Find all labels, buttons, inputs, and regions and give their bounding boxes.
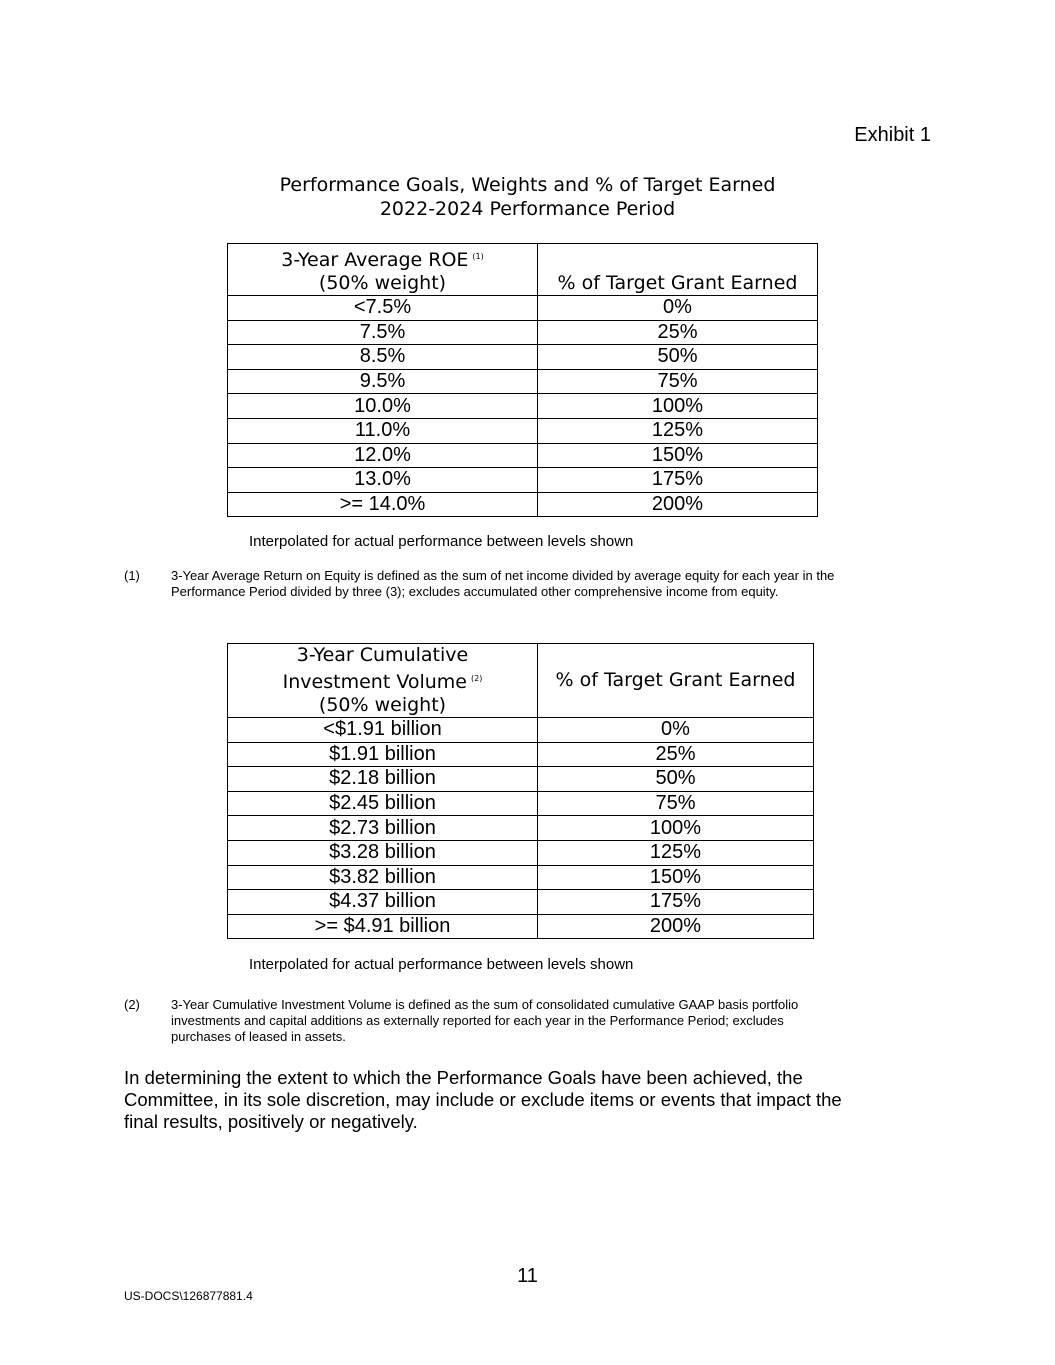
roe-level-cell: 13.0% xyxy=(228,468,538,493)
footnote-2-text xyxy=(171,997,891,1045)
earned-cell: 175% xyxy=(538,468,818,493)
roe-goal-table xyxy=(227,243,818,517)
footnote-1-number: (1) xyxy=(124,568,140,583)
earned-cell: 0% xyxy=(538,296,818,321)
civ-earned-header: % of Target Grant Earned xyxy=(538,644,814,718)
civ-level-cell: $3.82 billion xyxy=(228,865,538,890)
earned-cell: 200% xyxy=(538,914,814,939)
roe-level-cell: <7.5% xyxy=(228,296,538,321)
earned-cell: 25% xyxy=(538,742,814,767)
page-title: Performance Goals, Weights and % of Target Earned xyxy=(279,174,776,196)
table-row xyxy=(228,742,814,767)
paragraph-line: In determining the extent to which the Performance Goals have been achieved, the xyxy=(124,1067,803,1088)
table-row xyxy=(228,394,818,419)
page-number: 11 xyxy=(517,1265,538,1287)
roe-level-cell: 10.0% xyxy=(228,394,538,419)
exhibit-label: Exhibit 1 xyxy=(854,124,931,146)
earned-cell: 50% xyxy=(538,767,814,792)
footnote-2-line: purchases of leased in assets. xyxy=(171,1029,346,1044)
earned-cell: 50% xyxy=(538,345,818,370)
table-row xyxy=(228,296,818,321)
earned-cell: 75% xyxy=(538,791,814,816)
footnote-2-number: (2) xyxy=(124,997,140,1012)
earned-cell: 25% xyxy=(538,320,818,345)
earned-cell: 200% xyxy=(538,492,818,517)
civ-level-cell: $4.37 billion xyxy=(228,890,538,915)
roe-level-cell: 12.0% xyxy=(228,443,538,468)
roe-header-title: 3-Year Average ROE xyxy=(281,249,469,271)
roe-level-cell: 9.5% xyxy=(228,369,538,394)
civ-level-cell: $2.45 billion xyxy=(228,791,538,816)
earned-cell: 150% xyxy=(538,443,818,468)
table-row xyxy=(228,492,818,517)
civ-header-cell xyxy=(228,644,538,718)
roe-level-cell: >= 14.0% xyxy=(228,492,538,517)
footnote-1-text xyxy=(171,568,891,600)
closing-paragraph xyxy=(124,1067,884,1133)
table-row xyxy=(228,418,818,443)
roe-header-weight: (50% weight) xyxy=(318,272,447,294)
table-row xyxy=(228,816,814,841)
footnote-ref-2: (2) xyxy=(470,674,483,683)
civ-level-cell: $2.18 billion xyxy=(228,767,538,792)
table-header-row xyxy=(228,644,814,718)
civ-level-cell: $3.28 billion xyxy=(228,840,538,865)
table-row xyxy=(228,369,818,394)
table-header-row xyxy=(228,244,818,296)
footnote-2-line: 3-Year Cumulative Investment Volume is defined as the sum of consolidated cumulative GAAP basis portfolio xyxy=(171,997,799,1012)
roe-header-cell xyxy=(228,244,538,296)
footnote-1-line: Performance Period divided by three (3); excludes accumulated other comprehensive income from equity. xyxy=(171,584,779,599)
table-row xyxy=(228,865,814,890)
civ-level-cell: $1.91 billion xyxy=(228,742,538,767)
civ-interpolation-note: Interpolated for actual performance between levels shown xyxy=(249,956,634,973)
table-row xyxy=(228,840,814,865)
page-subtitle: 2022-2024 Performance Period xyxy=(379,198,676,220)
earned-cell: 0% xyxy=(538,718,814,743)
footnote-1-line: 3-Year Average Return on Equity is defined as the sum of net income divided by average equity for each year in the xyxy=(171,568,835,583)
table-row xyxy=(228,767,814,792)
paragraph-line: final results, positively or negatively. xyxy=(124,1111,418,1132)
civ-header-title: 3-Year Cumulative xyxy=(296,644,469,666)
earned-cell: 100% xyxy=(538,816,814,841)
table-row xyxy=(228,914,814,939)
paragraph-line: Committee, in its sole discretion, may include or exclude items or events that impact the xyxy=(124,1089,842,1110)
roe-interpolation-note: Interpolated for actual performance between levels shown xyxy=(249,533,634,550)
footnote-ref-1: (1) xyxy=(472,252,484,261)
civ-header-weight: (50% weight) xyxy=(318,694,447,716)
roe-level-cell: 7.5% xyxy=(228,320,538,345)
earned-cell: 75% xyxy=(538,369,818,394)
table-row xyxy=(228,890,814,915)
footnote-2-line: investments and capital additions as externally reported for each year in the Performance Period; excludes xyxy=(171,1013,784,1028)
earned-cell: 175% xyxy=(538,890,814,915)
investment-volume-goal-table xyxy=(227,643,814,939)
civ-header-subtitle: Investment Volume xyxy=(282,671,467,693)
earned-cell: 125% xyxy=(538,840,814,865)
earned-cell: 100% xyxy=(538,394,818,419)
civ-level-cell: $2.73 billion xyxy=(228,816,538,841)
table-row xyxy=(228,345,818,370)
civ-level-cell: >= $4.91 billion xyxy=(228,914,538,939)
table-row xyxy=(228,718,814,743)
document-id: US-DOCS\126877881.4 xyxy=(124,1289,253,1303)
table-row xyxy=(228,320,818,345)
roe-level-cell: 11.0% xyxy=(228,418,538,443)
roe-level-cell: 8.5% xyxy=(228,345,538,370)
table-row xyxy=(228,791,814,816)
civ-level-cell: <$1.91 billion xyxy=(228,718,538,743)
table-row xyxy=(228,468,818,493)
earned-cell: 150% xyxy=(538,865,814,890)
table-row xyxy=(228,443,818,468)
roe-earned-header: % of Target Grant Earned xyxy=(538,244,818,296)
earned-cell: 125% xyxy=(538,418,818,443)
